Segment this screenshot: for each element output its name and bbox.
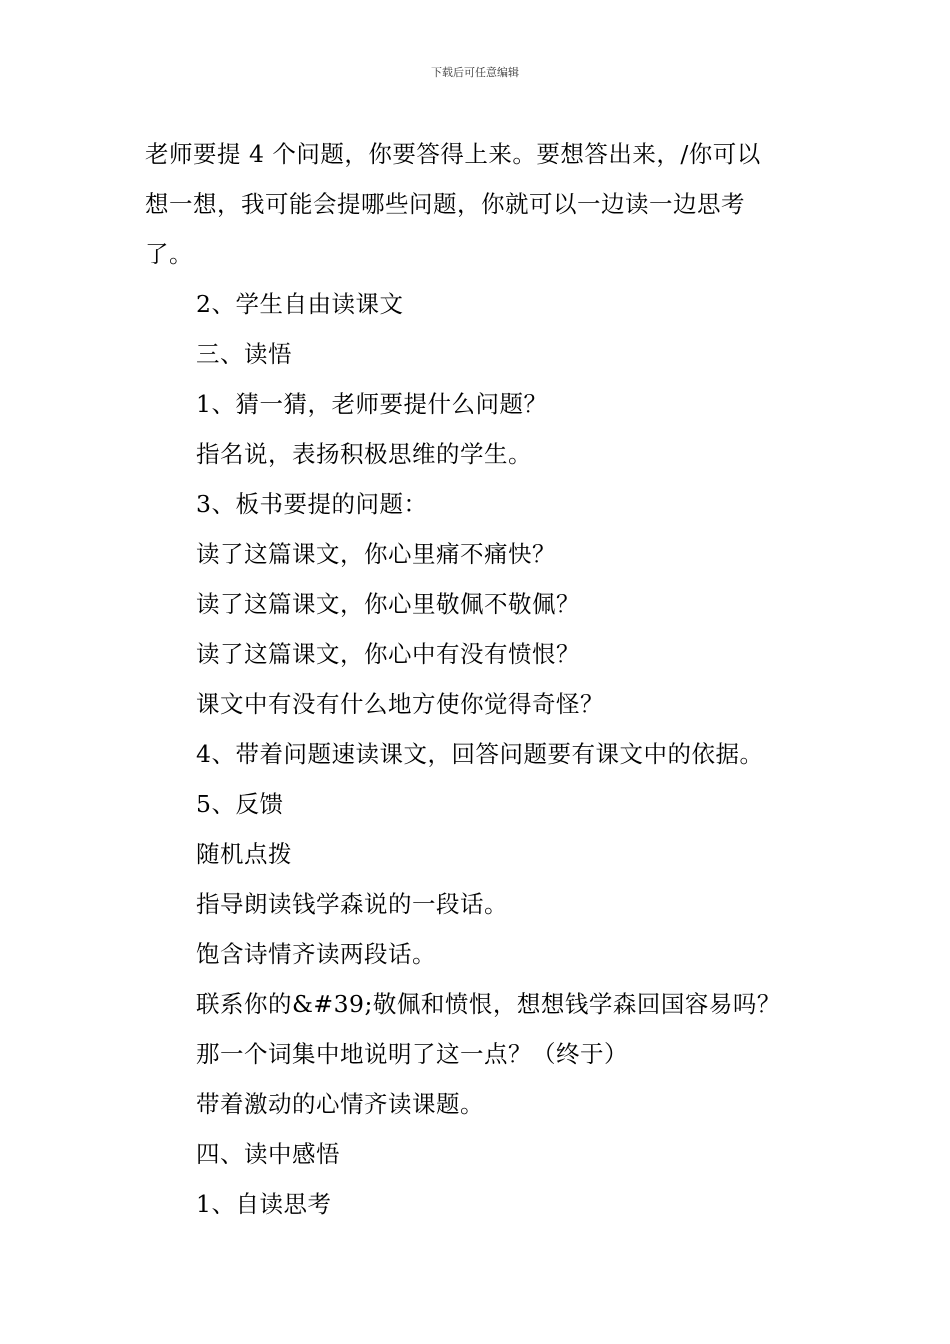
step-feedback: 5、反馈 bbox=[196, 790, 284, 818]
page-header-note: 下载后可任意编辑 bbox=[431, 66, 519, 79]
document-body bbox=[145, 129, 810, 1229]
question-4: 课文中有没有什么地方使你觉得奇怪？ bbox=[196, 690, 604, 718]
feedback-guidance: 随机点拨 bbox=[196, 840, 292, 868]
step-self-read: 1、自读思考 bbox=[196, 1190, 332, 1218]
section-heading-read-understand: 三、读悟 bbox=[196, 340, 292, 368]
intro-line-3: 了。 bbox=[145, 240, 193, 268]
feedback-read-title: 带着激动的心情齐读课题。 bbox=[196, 1090, 484, 1118]
question-3: 读了这篇课文，你心中有没有愤恨？ bbox=[196, 640, 580, 668]
step-board-questions: 3、板书要提的问题： bbox=[196, 490, 428, 518]
step-read-freely: 2、学生自由读课文 bbox=[196, 290, 404, 318]
feedback-read-quote: 指导朗读钱学森说的一段话。 bbox=[196, 890, 508, 918]
feedback-key-word: 那一个词集中地说明了这一点？（终于） bbox=[196, 1040, 628, 1068]
question-2: 读了这篇课文，你心里敬佩不敬佩？ bbox=[196, 590, 580, 618]
intro-line-2: 想一想，我可能会提哪些问题，你就可以一边读一边思考 bbox=[145, 190, 745, 218]
feedback-read-paragraphs: 饱含诗情齐读两段话。 bbox=[196, 940, 436, 968]
step-praise-students: 指名说，表扬积极思维的学生。 bbox=[196, 440, 532, 468]
question-1: 读了这篇课文，你心里痛不痛快？ bbox=[196, 540, 556, 568]
step-guess-question: 1、猜一猜，老师要提什么问题？ bbox=[196, 390, 548, 418]
section-heading-read-feel: 四、读中感悟 bbox=[196, 1140, 340, 1168]
intro-line-1: 老师要提 4 个问题，你要答得上来。要想答出来，/你可以 bbox=[145, 140, 761, 168]
feedback-connect-feelings: 联系你的&#39;敬佩和愤恨，想想钱学森回国容易吗？ bbox=[196, 990, 781, 1018]
step-speed-read: 4、带着问题速读课文，回答问题要有课文中的依据。 bbox=[196, 740, 764, 768]
